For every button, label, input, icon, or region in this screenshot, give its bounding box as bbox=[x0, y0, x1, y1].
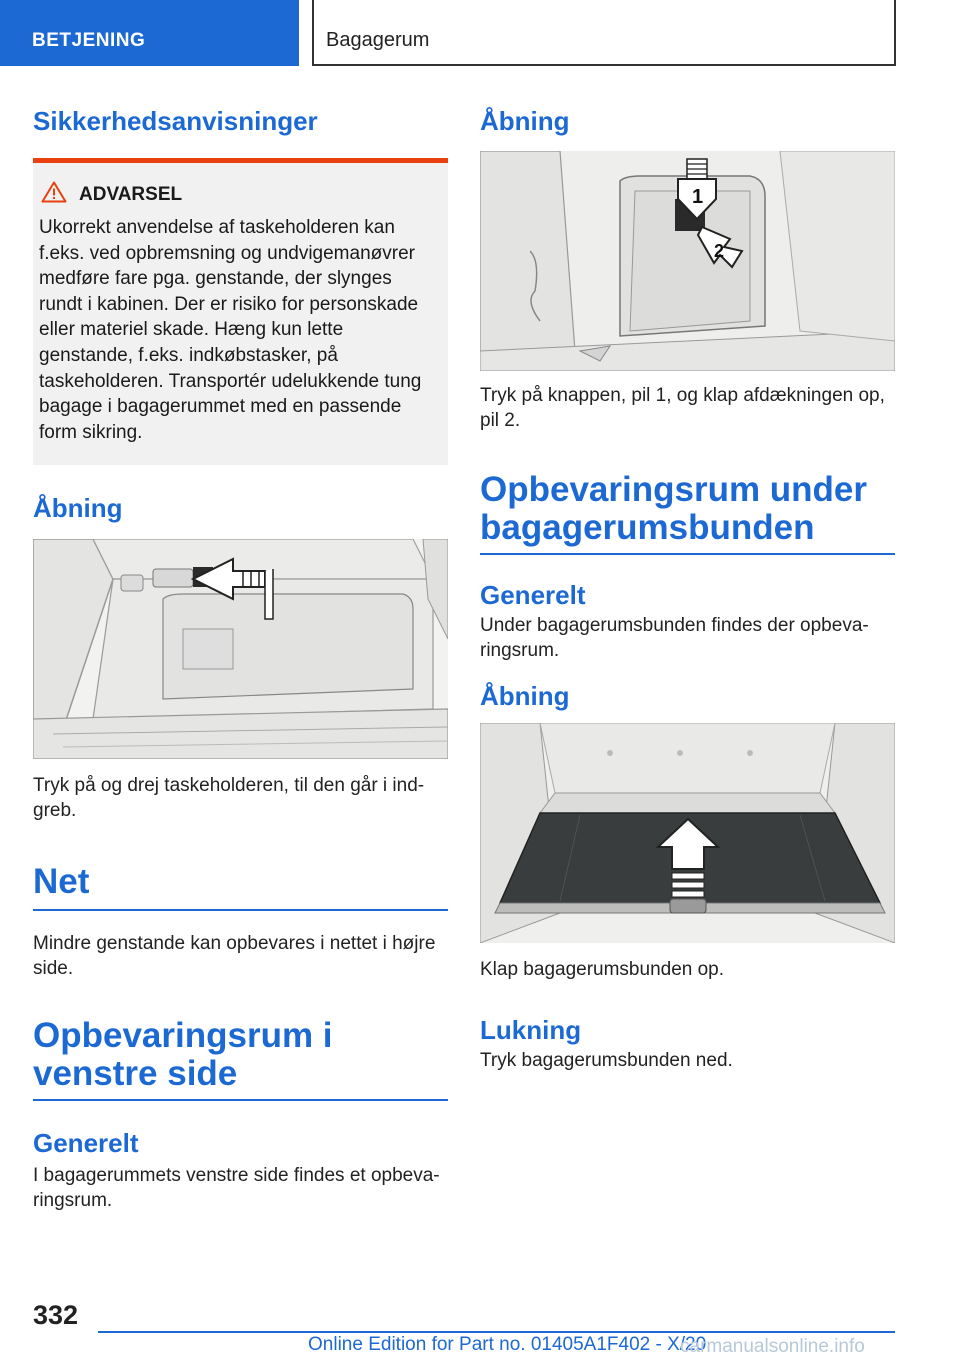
warning-label: ADVARSEL bbox=[79, 184, 183, 205]
opening2-heading: Åbning bbox=[480, 681, 570, 711]
page-number: 332 bbox=[33, 1300, 79, 1330]
edition-text: Online Edition for Part no. 01405A1F402 - X/20 bbox=[308, 1334, 707, 1355]
footer-rule bbox=[98, 1331, 895, 1333]
opening-heading-left: Åbning bbox=[33, 493, 123, 524]
safety-heading: Sikkerhedsanvisninger bbox=[33, 106, 318, 136]
net-heading: Net bbox=[33, 862, 90, 902]
storage-under-heading: Opbevaringsrum under bagagerumsbunden bbox=[480, 470, 868, 547]
warning-triangle-icon bbox=[41, 181, 67, 209]
arrow-1-label: 1 bbox=[692, 186, 704, 208]
closing-text: Tryk bagagerumsbunden ned. bbox=[480, 1050, 733, 1071]
storage-under-rule bbox=[480, 553, 895, 555]
storage-left-rule bbox=[33, 1099, 448, 1101]
opening-caption-right: Tryk på knappen, pil 1, og klap afdækningen op, pil 2. bbox=[480, 385, 885, 431]
storage-left-heading: Opbevaringsrum i venstre side bbox=[33, 1016, 333, 1094]
opening-heading-right: Åbning bbox=[480, 106, 570, 136]
floor-panel-figure bbox=[480, 723, 895, 943]
closing-heading: Lukning bbox=[480, 1015, 582, 1045]
section-tab: BETJENING bbox=[0, 0, 299, 66]
warning-box bbox=[33, 158, 448, 465]
left-column bbox=[33, 100, 448, 1213]
warning-header bbox=[39, 181, 440, 209]
general-heading-right: Generelt bbox=[480, 580, 586, 610]
opening-caption-left: Tryk på og drej taskeholderen, til den går i indgreb. bbox=[33, 775, 425, 822]
warning-text: Ukorrekt anvendelse af taskeholderen kan f.eks. ved opbremsning og undvigemanøvrer medføre fare pga. genstande, der slynges rundt i kabinen. Der er risiko for personskade eller materiel skade. Hæng kun lette genstande, f.eks. indkøbstasker, på taskeholderen. Transportér udelukkende tung bagage i bagagerummet med en passende form sikring. bbox=[39, 217, 422, 443]
net-rule bbox=[33, 909, 448, 911]
side-compartment-figure bbox=[480, 151, 895, 371]
right-column bbox=[480, 100, 895, 1073]
opening2-caption: Klap bagagerumsbunden op. bbox=[480, 959, 725, 980]
bag-hook-figure bbox=[33, 539, 448, 759]
general-heading-left: Generelt bbox=[33, 1128, 139, 1159]
watermark: carmanualsonline.info bbox=[680, 1336, 865, 1357]
arrow-2-label: 2 bbox=[714, 241, 725, 261]
general-text-right: Under bagagerumsbunden findes der opbevaringsrum. bbox=[480, 615, 869, 661]
general-text-left: I bagagerummets venstre side findes et opbevaringsrum. bbox=[33, 1165, 440, 1212]
net-text: Mindre genstande kan opbevares i nettet i højre side. bbox=[33, 933, 436, 980]
page-title: Bagagerum bbox=[312, 0, 896, 66]
